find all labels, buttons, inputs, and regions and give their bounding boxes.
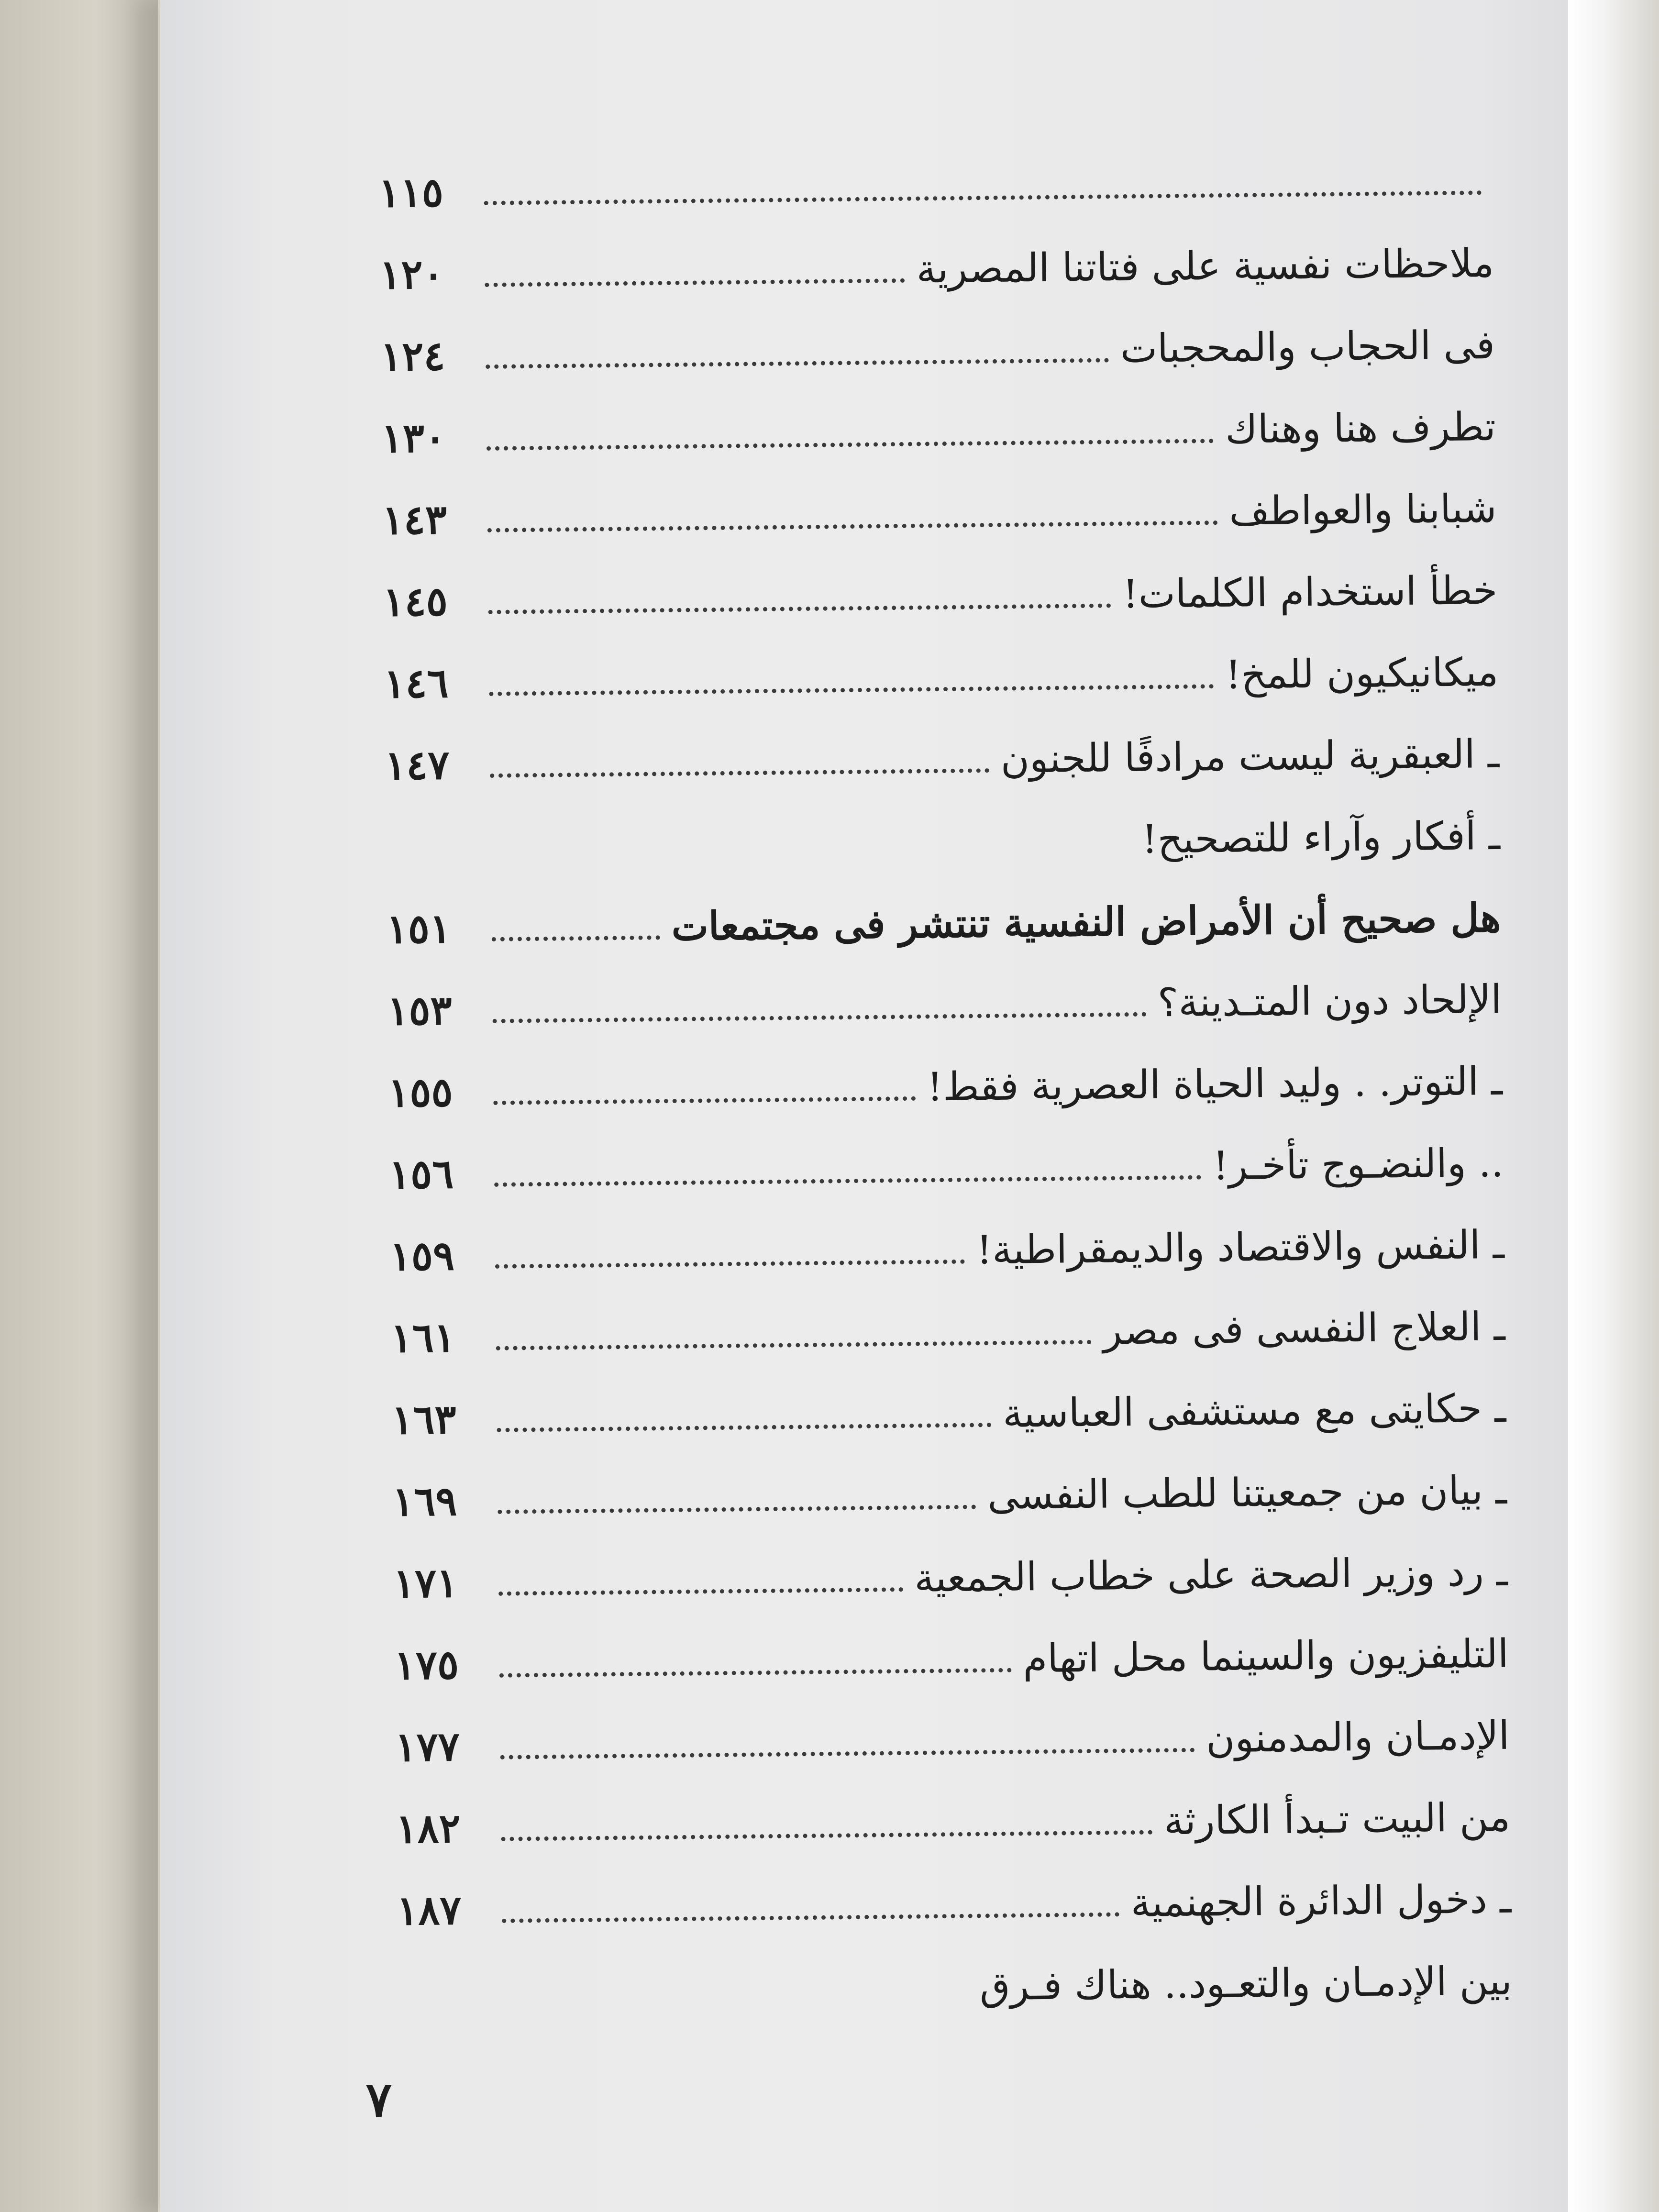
dot-leader	[499, 1668, 1012, 1678]
toc-entry-page: ١٤٣	[382, 495, 447, 544]
toc-entry	[394, 1674, 1510, 1771]
dot-leader	[497, 1423, 992, 1432]
toc-entry	[392, 1428, 1507, 1526]
toc-entry-page: ١٥١	[386, 904, 452, 953]
dot-leader	[503, 1996, 968, 2005]
toc-entry-page: ١٣٠	[381, 413, 446, 462]
toc-entry-title: ـ النفس والاقتصاد والديمقراطية!	[976, 1222, 1505, 1273]
toc-entry-title: شبابنا والعواطف	[1228, 486, 1497, 534]
toc-entry-page: ١٢٤	[380, 332, 445, 380]
dot-leader	[492, 935, 660, 941]
toc-entry-title: التليفزيون والسينما محل اتهام	[1022, 1631, 1509, 1682]
toc-entry-title: من البيت تـبدأ الكارثة	[1163, 1794, 1511, 1844]
toc-entry-title: ـ دخول الدائرة الجهنمية	[1130, 1876, 1512, 1926]
toc-entry	[383, 610, 1499, 708]
dot-leader	[501, 1830, 1152, 1841]
toc-entry-title: فى الحجاب والمحجبات	[1120, 322, 1495, 372]
toc-entry	[396, 1837, 1512, 1935]
toc-entry	[387, 1019, 1503, 1117]
toc-entry-page: ١٧٥	[394, 1640, 459, 1689]
toc-entry-title: ـ التوتر. . وليد الحياة العصرية فقط!	[927, 1058, 1503, 1110]
toc-entry	[397, 1919, 1513, 2013]
toc-entry-title: هل صحيح أن الأمراض النفسية تنتشر فى مجتمعات	[671, 895, 1501, 950]
dot-leader	[487, 439, 1214, 451]
toc-entry-title: ملاحظات نفسية على فتاتنا المصرية	[916, 240, 1494, 292]
toc-entry-title: الإلحاد دون المتـدينة؟	[1157, 976, 1502, 1026]
toc-entry	[393, 1510, 1508, 1607]
toc-entry-title: ـ أفكار وآراء للتصحيح!	[1141, 813, 1501, 863]
toc-entry	[389, 1183, 1505, 1280]
toc-entry-page: ١٥٣	[387, 986, 453, 1035]
toc-entry-page: ١٦١	[390, 1313, 456, 1362]
table-of-contents	[378, 120, 1512, 2013]
toc-entry-page: ١٥٩	[389, 1231, 455, 1280]
toc-entry	[391, 1347, 1506, 1444]
toc-entry	[384, 692, 1500, 789]
toc-entry-title: ميكانيكيون للمخ!	[1225, 649, 1499, 698]
toc-entry	[386, 856, 1501, 953]
toc-entry	[385, 774, 1500, 867]
toc-entry-title: ـ العبقرية ليست مرادفًا للجنون	[1000, 731, 1500, 782]
toc-entry-page: ١٥٦	[388, 1150, 454, 1198]
toc-entry	[378, 120, 1493, 217]
toc-entry-page: ١٦٣	[391, 1395, 457, 1444]
toc-entry-title: الإدمـان والمدمنون	[1206, 1713, 1510, 1762]
toc-entry-page: ١٥٥	[387, 1068, 453, 1117]
toc-entry	[382, 529, 1498, 626]
dot-leader	[489, 684, 1214, 696]
toc-entry-page: ١١٥	[378, 168, 444, 217]
dot-leader	[491, 849, 1130, 860]
toc-entry-title: ـ بيان من جمعيتنا للطب النفسى	[987, 1467, 1507, 1519]
dot-leader	[493, 1012, 1147, 1023]
toc-entry-page: ١٢٠	[379, 250, 445, 299]
toc-entry	[388, 1101, 1504, 1198]
toc-entry	[380, 365, 1496, 462]
toc-entry-title: خطأ استخدام الكلمات!	[1122, 567, 1498, 618]
toc-entry-page: ١٨٢	[395, 1804, 461, 1853]
dot-leader	[485, 278, 905, 287]
dot-leader	[493, 1096, 916, 1105]
dot-leader	[486, 358, 1109, 369]
dot-leader	[494, 1175, 1201, 1186]
toc-entry-title: ـ العلاج النفسى فى مصر	[1103, 1304, 1505, 1354]
toc-entry-title: بين الإدمـان والتعـود.. هناك فـرق	[979, 1958, 1513, 2010]
dot-leader	[498, 1587, 903, 1596]
dot-leader	[487, 520, 1218, 532]
toc-entry-page: ١٧١	[393, 1559, 458, 1607]
dot-leader	[498, 1504, 976, 1514]
toc-entry	[379, 201, 1494, 299]
dot-leader	[496, 1340, 1092, 1350]
toc-entry-title: ـ حكايتى مع مستشفى العباسية	[1002, 1385, 1506, 1437]
toc-entry-title: تطرف هنا وهناك	[1225, 404, 1496, 453]
toc-entry	[393, 1592, 1509, 1689]
toc-entry-page: ١٤٧	[384, 741, 450, 789]
dot-leader	[502, 1912, 1119, 1923]
toc-entry	[390, 1265, 1505, 1362]
toc-entry-page: ١٧٧	[394, 1722, 460, 1771]
toc-entry-title: .. والنضـوج تأخـر!	[1212, 1140, 1504, 1189]
toc-entry	[380, 283, 1495, 380]
toc-entry-page: ١٦٩	[392, 1477, 457, 1526]
dot-leader	[490, 768, 989, 778]
toc-entry-page: ١٨٧	[396, 1886, 462, 1935]
toc-entry-page: ١٤٦	[383, 659, 449, 708]
toc-entry	[381, 447, 1497, 544]
dot-leader	[500, 1748, 1195, 1759]
dot-leader	[495, 1260, 965, 1269]
dot-leader	[488, 603, 1111, 614]
toc-entry	[395, 1756, 1511, 1853]
toc-entry-title: ـ رد وزير الصحة على خطاب الجمعية	[914, 1549, 1508, 1601]
toc-entry-page: ١٤٥	[382, 577, 448, 626]
toc-entry	[387, 938, 1502, 1035]
page-edge	[1568, 0, 1659, 2212]
page-number: ٧	[366, 2071, 392, 2128]
